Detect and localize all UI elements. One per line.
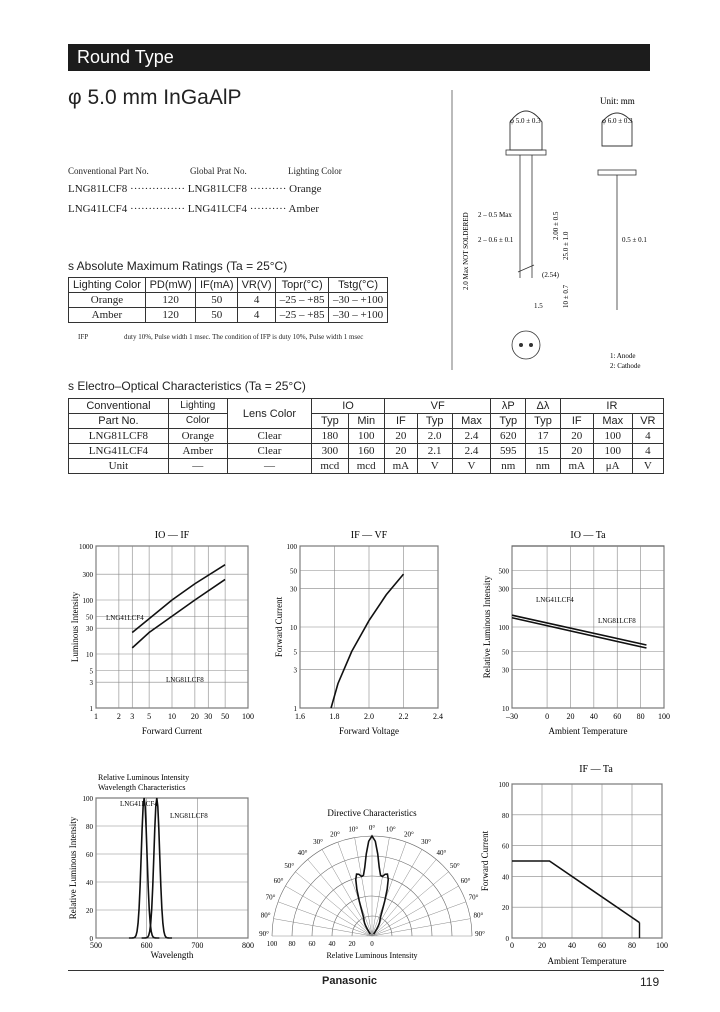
x-tick-label: 1.6 bbox=[295, 712, 305, 721]
y-tick-label: 300 bbox=[498, 585, 509, 594]
y-tick-label: 100 bbox=[82, 795, 93, 803]
table-cell: 120 bbox=[145, 293, 195, 308]
angle-label: 90° bbox=[259, 930, 269, 938]
x-tick-label: 5 bbox=[147, 712, 152, 721]
y-axis-label: Forward Current bbox=[480, 830, 490, 892]
eo-title: s Electro–Optical Characteristics (Ta = 25°C) bbox=[68, 379, 306, 393]
angle-label: 40° bbox=[297, 848, 308, 857]
y-tick-label: 60 bbox=[502, 842, 509, 851]
svg-text:2 – 0.6 ± 0.1: 2 – 0.6 ± 0.1 bbox=[478, 236, 514, 244]
x-tick-label: 500 bbox=[90, 941, 102, 950]
eo-header: Typ bbox=[491, 414, 526, 429]
page-number: 119 bbox=[640, 975, 660, 989]
section-title: Round Type bbox=[77, 47, 174, 67]
angle-label: 90° bbox=[475, 930, 485, 938]
y-tick-label: 30 bbox=[290, 585, 297, 594]
x-tick-label: 0 bbox=[545, 712, 550, 721]
chart-wavelength bbox=[66, 772, 256, 962]
y-tick-label: 10 bbox=[290, 624, 297, 632]
table-cell: Orange bbox=[69, 293, 146, 308]
abs-header: Tstg(°C) bbox=[329, 278, 388, 293]
y-tick-label: 3 bbox=[89, 679, 93, 688]
radial-label: 20 bbox=[348, 940, 356, 948]
y-tick-label: 1 bbox=[89, 705, 93, 713]
x-tick-label: 2.0 bbox=[364, 712, 374, 721]
y-tick-label: 0 bbox=[505, 935, 509, 943]
svg-text:φ 5.0 ± 0.3: φ 5.0 ± 0.3 bbox=[510, 117, 541, 125]
eo-header: Lighting bbox=[168, 399, 227, 414]
abs-max-title: s Absolute Maximum Ratings (Ta = 25°C) bbox=[68, 259, 288, 273]
x-axis-label: Relative Luminous Intensity bbox=[326, 951, 418, 960]
footnote-label: IFP bbox=[78, 333, 89, 341]
y-tick-label: 1000 bbox=[79, 543, 93, 551]
abs-header: IF(mA) bbox=[196, 278, 238, 293]
eo-header: Min bbox=[348, 414, 384, 429]
section-header bbox=[68, 44, 650, 71]
x-tick-label: 2.2 bbox=[398, 712, 409, 721]
series-label: LNG41LCF4 bbox=[106, 614, 144, 622]
angle-label: 80° bbox=[473, 911, 484, 920]
eo-header: IF bbox=[384, 414, 417, 429]
table-row: LNG81LCF8 Orange Clear 180 100 20 2.0 2.4 620 17 20 100 4 bbox=[69, 429, 664, 444]
table-row: LNG41LCF4 Amber Clear 300 160 20 2.1 2.4 595 15 20 100 4 bbox=[69, 444, 664, 459]
x-tick-label: 50 bbox=[221, 712, 230, 721]
x-tick-label: 2 bbox=[116, 712, 121, 721]
eo-header: Conventional bbox=[69, 399, 169, 414]
series-label: LNG41LCF4 bbox=[536, 596, 574, 604]
svg-text:25.0 ± 1.0: 25.0 ± 1.0 bbox=[562, 231, 570, 260]
table-cell: 4 bbox=[238, 293, 276, 308]
svg-text:2.00 ± 0.5: 2.00 ± 0.5 bbox=[552, 211, 560, 240]
eo-header: IF bbox=[560, 414, 593, 429]
chart-title: Directive Characteristics bbox=[327, 808, 417, 818]
angle-label: 70° bbox=[468, 893, 479, 902]
angle-label: 60° bbox=[460, 877, 471, 885]
y-tick-label: 1 bbox=[293, 705, 297, 713]
series-line bbox=[132, 579, 225, 647]
table-cell: 4 bbox=[238, 308, 276, 323]
x-axis-label: Wavelength bbox=[150, 950, 194, 960]
svg-text:1.5: 1.5 bbox=[534, 302, 543, 310]
y-tick-label: 0 bbox=[89, 935, 93, 943]
svg-text:2.0 Max NOT SOLDERED: 2.0 Max NOT SOLDERED bbox=[462, 212, 470, 290]
radial-label: 60 bbox=[308, 940, 316, 948]
x-tick-label: 20 bbox=[566, 712, 575, 721]
eo-header: VR bbox=[632, 414, 663, 429]
series-line bbox=[512, 861, 640, 923]
y-tick-label: 80 bbox=[86, 823, 93, 831]
x-tick-label: 10 bbox=[168, 712, 176, 721]
y-tick-label: 3 bbox=[293, 666, 297, 675]
angle-label: 40° bbox=[436, 848, 447, 857]
x-tick-label: –30 bbox=[506, 712, 518, 721]
table-cell: –25 – +85 bbox=[276, 293, 329, 308]
y-axis-label: Forward Current bbox=[274, 596, 284, 658]
eo-header: Max bbox=[452, 414, 491, 429]
table-cell: 120 bbox=[145, 308, 195, 323]
svg-text:(2.54): (2.54) bbox=[542, 271, 559, 279]
chart-title: IF — VF bbox=[350, 530, 388, 541]
y-tick-label: 50 bbox=[502, 648, 509, 657]
eo-header: Part No. bbox=[69, 414, 169, 429]
x-tick-label: 40 bbox=[589, 712, 598, 721]
y-tick-label: 500 bbox=[498, 567, 509, 576]
series-line bbox=[331, 574, 403, 708]
angle-label: 10° bbox=[348, 825, 359, 834]
x-axis-label: Ambient Temperature bbox=[547, 956, 627, 966]
footer-divider bbox=[68, 970, 664, 971]
y-tick-label: 300 bbox=[82, 571, 93, 580]
x-tick-label: 30 bbox=[204, 712, 213, 721]
part-list-header-1: Conventional Part No. bbox=[68, 166, 149, 176]
angle-label: 30° bbox=[421, 838, 431, 847]
x-tick-label: 80 bbox=[636, 712, 645, 721]
table-row: Unit — — mcd mcd mA V V nm nm mA μA V bbox=[69, 459, 664, 474]
svg-text:0.5 ± 0.1: 0.5 ± 0.1 bbox=[622, 236, 647, 244]
y-axis-label: Relative Luminous Intensity bbox=[68, 816, 78, 920]
series-label: LNG81LCF8 bbox=[598, 617, 636, 625]
x-tick-label: 100 bbox=[656, 941, 668, 950]
y-tick-label: 5 bbox=[293, 648, 297, 657]
eo-header: Max bbox=[593, 414, 632, 429]
abs-header: VR(V) bbox=[238, 278, 276, 293]
y-tick-label: 20 bbox=[86, 907, 93, 915]
x-tick-label: 20 bbox=[538, 941, 546, 950]
y-tick-label: 100 bbox=[82, 597, 93, 605]
x-tick-label: 0 bbox=[510, 941, 514, 950]
part-row-1: LNG81LCF8 ··············· LNG81LCF8 ·········· Orange bbox=[68, 183, 322, 195]
angle-label: 60° bbox=[273, 877, 284, 885]
y-tick-label: 40 bbox=[502, 873, 509, 882]
x-axis-label: Ambient Temperature bbox=[548, 726, 628, 736]
x-tick-label: 1 bbox=[94, 712, 98, 721]
eo-header: Typ bbox=[312, 414, 348, 429]
angle-label: 30° bbox=[313, 838, 323, 847]
eo-header: Typ bbox=[526, 414, 561, 429]
eo-header: Lens Color bbox=[227, 399, 311, 429]
series-line bbox=[132, 565, 225, 633]
radial-label: 100 bbox=[266, 940, 278, 948]
table-cell: –30 – +100 bbox=[329, 308, 388, 323]
abs-header: Lighting Color bbox=[69, 278, 146, 293]
y-axis-label: Luminous Intensity bbox=[70, 591, 80, 663]
x-tick-label: 60 bbox=[613, 712, 622, 721]
y-tick-label: 100 bbox=[498, 624, 509, 632]
y-tick-label: 100 bbox=[498, 781, 509, 789]
chart-title: Wavelength Characteristics bbox=[98, 783, 186, 792]
led-bottom-view bbox=[512, 331, 540, 359]
eo-table bbox=[68, 398, 664, 474]
abs-max-table bbox=[68, 277, 388, 323]
table-cell: –30 – +100 bbox=[329, 293, 388, 308]
angle-label: 20° bbox=[404, 830, 414, 839]
chart-title: Relative Luminous Intensity bbox=[98, 773, 190, 782]
y-tick-label: 80 bbox=[502, 811, 509, 820]
x-tick-label: 100 bbox=[242, 712, 254, 721]
series-label: LNG41LCF4 bbox=[120, 800, 158, 808]
angle-label: 50° bbox=[449, 861, 460, 870]
y-tick-label: 30 bbox=[502, 666, 509, 675]
x-tick-label: 40 bbox=[568, 941, 576, 950]
y-axis-label: Relative Luminous Intensity bbox=[482, 575, 492, 679]
chart-io-if bbox=[66, 522, 256, 740]
chart-title: IO — IF bbox=[154, 530, 190, 541]
svg-text:2: Cathode: 2: Cathode bbox=[610, 362, 641, 370]
x-tick-label: 600 bbox=[140, 941, 153, 950]
eo-header: Typ bbox=[417, 414, 452, 429]
svg-text:10 ± 0.7: 10 ± 0.7 bbox=[562, 284, 570, 308]
x-tick-label: 2.4 bbox=[433, 712, 443, 721]
x-tick-label: 80 bbox=[628, 941, 636, 950]
table-cell: 50 bbox=[196, 308, 238, 323]
y-tick-label: 20 bbox=[502, 904, 509, 913]
svg-text:φ 6.0 ± 0.3: φ 6.0 ± 0.3 bbox=[602, 117, 633, 125]
brand-logo: Panasonic bbox=[322, 975, 378, 987]
eo-header: IO bbox=[312, 399, 385, 414]
eo-header: λP bbox=[491, 399, 526, 414]
x-axis-label: Forward Voltage bbox=[339, 726, 399, 736]
series-label: LNG81LCF8 bbox=[170, 812, 208, 820]
y-tick-label: 50 bbox=[86, 613, 93, 622]
product-title: φ 5.0 mm InGaAlP bbox=[68, 86, 242, 109]
chart-if-ta bbox=[476, 764, 668, 966]
svg-text:2 – 0.5 Max: 2 – 0.5 Max bbox=[478, 211, 512, 219]
eo-header: IR bbox=[560, 399, 663, 414]
footnote: duty 10%, Pulse width 1 msec. The condition of IFP is duty 10%, Pulse width 1 msec bbox=[124, 333, 364, 341]
table-cell: Amber bbox=[69, 308, 146, 323]
y-tick-label: 50 bbox=[290, 567, 297, 576]
package-diagram bbox=[450, 90, 660, 380]
chart-title: IF — Ta bbox=[579, 764, 613, 775]
x-tick-label: 100 bbox=[658, 712, 670, 721]
x-tick-label: 1.8 bbox=[329, 712, 340, 721]
part-row-2: LNG41LCF4 ··············· LNG41LCF4 ·········· Amber bbox=[68, 203, 320, 215]
angle-label: 20° bbox=[330, 830, 340, 839]
x-tick-label: 20 bbox=[190, 712, 199, 721]
radial-label: 40 bbox=[328, 940, 336, 948]
eo-header: Color bbox=[168, 414, 227, 429]
unit-label: Unit: mm bbox=[600, 96, 635, 106]
chart-title: IO — Ta bbox=[570, 530, 606, 541]
y-tick-label: 40 bbox=[86, 879, 93, 887]
x-tick-label: 800 bbox=[242, 941, 254, 950]
svg-text:1: Anode: 1: Anode bbox=[610, 352, 636, 360]
x-axis-label: Forward Current bbox=[141, 726, 203, 736]
series-label: LNG81LCF8 bbox=[166, 676, 204, 684]
abs-header: Topr(°C) bbox=[276, 278, 329, 293]
radial-label: 0 bbox=[370, 940, 374, 948]
x-tick-label: 60 bbox=[598, 941, 606, 950]
angle-label: 50° bbox=[284, 861, 295, 870]
y-tick-label: 10 bbox=[86, 651, 93, 659]
part-list-header-2: Global Prat No. bbox=[190, 166, 247, 176]
table-cell: –25 – +85 bbox=[276, 308, 329, 323]
y-tick-label: 10 bbox=[502, 705, 509, 713]
y-tick-label: 5 bbox=[89, 667, 93, 676]
angle-label: 80° bbox=[260, 911, 271, 920]
radial-label: 80 bbox=[288, 940, 296, 948]
table-cell: 50 bbox=[196, 293, 238, 308]
y-tick-label: 100 bbox=[286, 543, 297, 551]
led-flange bbox=[506, 150, 546, 155]
angle-label: 0° bbox=[368, 824, 376, 832]
abs-header: PD(mW) bbox=[145, 278, 195, 293]
chart-io-ta bbox=[478, 522, 668, 740]
angle-label: 10° bbox=[385, 825, 396, 834]
y-tick-label: 30 bbox=[86, 625, 93, 634]
x-tick-label: 3 bbox=[130, 712, 135, 721]
eo-header: Δλ bbox=[526, 399, 561, 414]
x-tick-label: 700 bbox=[191, 941, 204, 950]
y-tick-label: 60 bbox=[86, 851, 93, 859]
angle-label: 70° bbox=[265, 893, 276, 902]
eo-header: VF bbox=[384, 399, 491, 414]
part-list-header-3: Lighting Color bbox=[288, 166, 342, 176]
chart-if-vf bbox=[270, 522, 450, 740]
